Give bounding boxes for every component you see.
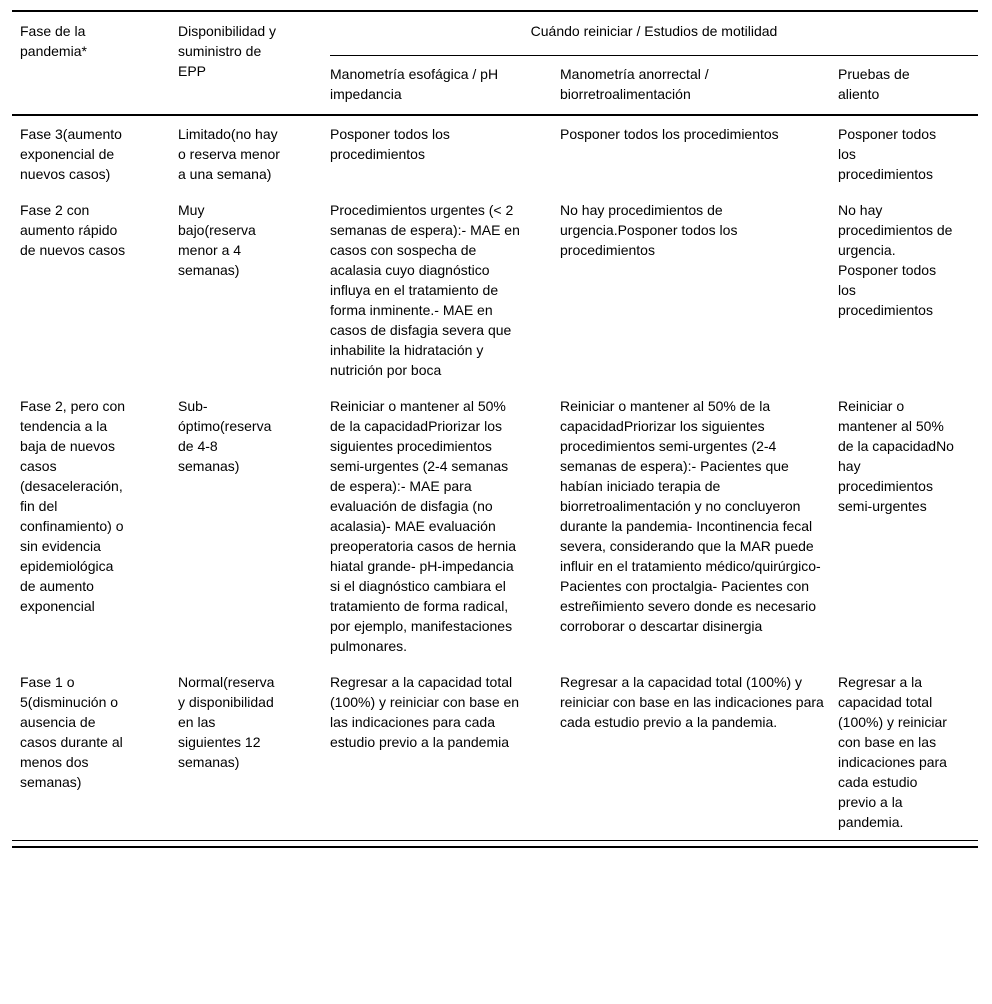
col-header-breath: Pruebas de aliento <box>838 56 978 116</box>
cell-anorectal: Posponer todos los procedimientos <box>560 126 779 142</box>
col-header-esophageal: Manometría esofágica / pH impedancia <box>330 56 560 116</box>
cell-esophageal: Posponer todos los procedimientos <box>330 126 450 162</box>
cell-ppe: Normal(reserva y disponibilidad en las siguientes 12 semanas) <box>178 674 275 770</box>
table-bottom-rule-thin <box>12 840 978 841</box>
cell-esophageal: Regresar a la capacidad total (100%) y reiniciar con base en las indicaciones para cada estudio previo a la pandemia <box>330 674 520 750</box>
cell-ppe: Muy bajo(reserva menor a 4 semanas) <box>178 202 256 278</box>
cell-phase: Fase 3(aumento exponencial de nuevos casos) <box>20 126 122 182</box>
cell-anorectal: No hay procedimientos de urgencia.Posponer todos los procedimientos <box>560 202 738 258</box>
table-row <box>12 192 978 388</box>
cell-esophageal: Reiniciar o mantener al 50% de la capacidadPriorizar los siguientes procedimientos semi-urgentes (2-4 semanas de espera):- MAE para evaluación de disfagia (no acalasia)- MAE evaluación preoperatoria casos de hernia hiatal grande- pH-impedancia si el diagnóstico cambiara el tratamiento de forma radical, por ejemplo, manifestaciones pulmonares. <box>330 398 517 654</box>
cell-breath: Posponer todos los procedimientos <box>838 126 937 182</box>
table-bottom-rule-thick <box>12 846 978 848</box>
col-header-ppe: Disponibilidad y suministro de EPP <box>178 11 330 115</box>
cell-breath: No hay procedimientos de urgencia. Posponer todos los procedimientos <box>838 202 953 318</box>
cell-ppe: Sub-óptimo(reserva de 4-8 semanas) <box>178 398 272 474</box>
cell-phase: Fase 1 o 5(disminución o ausencia de casos durante al menos dos semanas) <box>20 674 123 790</box>
cell-phase: Fase 2, pero con tendencia a la baja de nuevos casos (desaceleración, fin del confinamiento) o sin evidencia epidemiológica de aumento exponencial <box>20 398 126 614</box>
header-row-top <box>12 11 978 56</box>
col-header-anorectal: Manometría anorrectal / biorretroalimentación <box>560 56 838 116</box>
col-header-group: Cuándo reiniciar / Estudios de motilidad <box>330 11 978 56</box>
cell-breath: Reiniciar o mantener al 50% de la capacidadNo hay procedimientos semi-urgentes <box>838 398 954 514</box>
table-row <box>12 388 978 664</box>
table-body <box>12 115 978 840</box>
cell-anorectal: Reiniciar o mantener al 50% de la capacidadPriorizar los siguientes procedimientos semi-urgentes (2-4 semanas de espera):- Pacientes que habían iniciado terapia de biorretroalimentación y no concluyeron durante la pandemia- Incontinencia fecal severa, considerando que la MAR puede influir en el tratamiento médico/quirúrgico- Pacientes con proctalgia- Pacientes con estreñimiento severo donde es necesario corroborar o descartar disinergia <box>560 398 821 634</box>
col-header-phase: Fase de la pandemia* <box>12 11 178 115</box>
cell-esophageal: Procedimientos urgentes (< 2 semanas de espera):- MAE en casos con sospecha de acalasia cuyo diagnóstico influya en el tratamiento de forma inminente.- MAE en casos de disfagia severa que inhabilite la hidratación y nutrición por boca <box>330 202 520 378</box>
cell-breath: Regresar a la capacidad total (100%) y reiniciar con base en las indicaciones para cada estudio previo a la pandemia. <box>838 674 947 830</box>
cell-ppe: Limitado(no hay o reserva menor a una semana) <box>178 126 280 182</box>
motility-guidelines-table <box>12 10 978 840</box>
table-row <box>12 664 978 840</box>
table-header <box>12 11 978 115</box>
table-row <box>12 115 978 192</box>
cell-anorectal: Regresar a la capacidad total (100%) y reiniciar con base en las indicaciones para cada estudio previo a la pandemia. <box>560 674 824 730</box>
cell-phase: Fase 2 con aumento rápido de nuevos casos <box>20 202 126 258</box>
